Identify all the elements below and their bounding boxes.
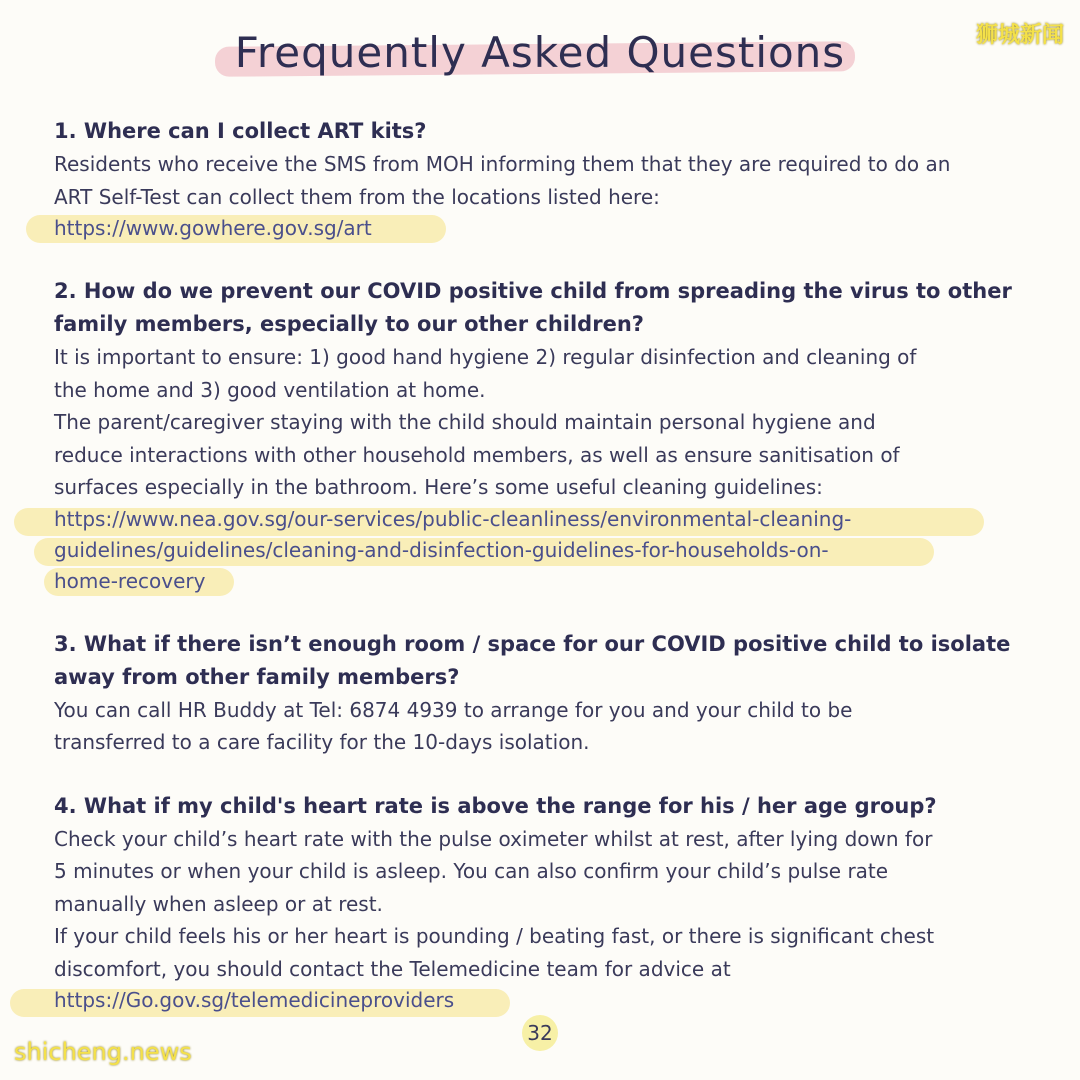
faq-answer-1-line-1: Residents who receive the SMS from MOH informing them that they are required to do an [54, 152, 951, 176]
faq-answer-2-line-3: The parent/caregiver staying with the child should maintain personal hygiene and [54, 410, 876, 434]
faq-item-1 [54, 115, 1029, 244]
watermark-top: 狮城新闻 [975, 23, 1064, 48]
faq-answer-4-line-2: 5 minutes or when your child is asleep. You can also confirm your child’s pulse rate [54, 859, 889, 883]
faq-answer-4-line-4: If your child feels his or her heart is pounding / beating fast, or there is significant chest [54, 924, 935, 948]
page-title: Frequently Asked Questions [234, 28, 846, 77]
faq-answer-4-line-1: Check your child’s heart rate with the pulse oximeter whilst at rest, after lying down for [54, 826, 933, 851]
faq-item-2 [54, 275, 1029, 597]
faq-question-2-line-1: 2. How do we prevent our COVID positive child from spreading the virus to other [54, 279, 1012, 303]
faq-question-1: 1. Where can I collect ART kits? [54, 119, 427, 143]
faq-item-3 [54, 628, 1029, 759]
faq-question-3-line-2: away from other family members? [54, 664, 460, 689]
faq-answer-4-line-5: discomfort, you should contact the Telemedicine team for advice at [54, 956, 731, 981]
faq-link-2-line-1[interactable]: https://www.nea.gov.sg/our-services/public-cleanliness/environmental-cleaning- [54, 506, 852, 531]
faq-link-2-line-2[interactable]: guidelines/guidelines/cleaning-and-disinfection-guidelines-for-households-on- [54, 537, 829, 562]
faq-answer-4-line-3: manually when asleep or at rest. [54, 891, 383, 916]
faq-question-3-line-1: 3. What if there isn’t enough room / space for our COVID positive child to isolate [54, 631, 1011, 656]
watermark-bottom: shicheng.news [14, 1038, 192, 1066]
faq-answer-2-line-1: It is important to ensure: 1) good hand hygiene 2) regular disinfection and cleaning of [54, 345, 917, 369]
faq-link-1[interactable]: https://www.gowhere.gov.sg/art [54, 216, 372, 240]
faq-answer-1-line-2: ART Self-Test can collect them from the locations listed here: [54, 184, 660, 209]
faq-list [54, 115, 1029, 1047]
faq-link-4[interactable]: https://Go.gov.sg/telemedicineproviders [54, 988, 455, 1012]
faq-link-1-wrap [54, 213, 1029, 244]
faq-item-4 [54, 790, 1029, 1017]
faq-answer-2-line-5: surfaces especially in the bathroom. Here’s some useful cleaning guidelines: [54, 475, 823, 499]
faq-answer-2-line-4: reduce interactions with other household members, as well as ensure sanitisation of [54, 442, 900, 467]
faq-question-4: 4. What if my child's heart rate is above the range for his / her age group? [54, 793, 937, 818]
faq-link-2-wrap [54, 504, 1029, 597]
faq-link-4-wrap [54, 985, 1029, 1016]
page-number: 32 [527, 1021, 553, 1045]
faq-link-2-line-3[interactable]: home-recovery [54, 568, 206, 593]
faq-answer-3-line-2: transferred to a care facility for the 10-days isolation. [54, 730, 590, 754]
faq-answer-2-line-2: the home and 3) good ventilation at home. [54, 377, 486, 402]
page-number-badge [520, 1015, 560, 1051]
faq-question-2-line-2: family members, especially to our other children? [54, 312, 644, 336]
title-container [0, 28, 1080, 77]
faq-answer-3-line-1: You can call HR Buddy at Tel: 6874 4939 to arrange for you and your child to be [54, 697, 853, 722]
